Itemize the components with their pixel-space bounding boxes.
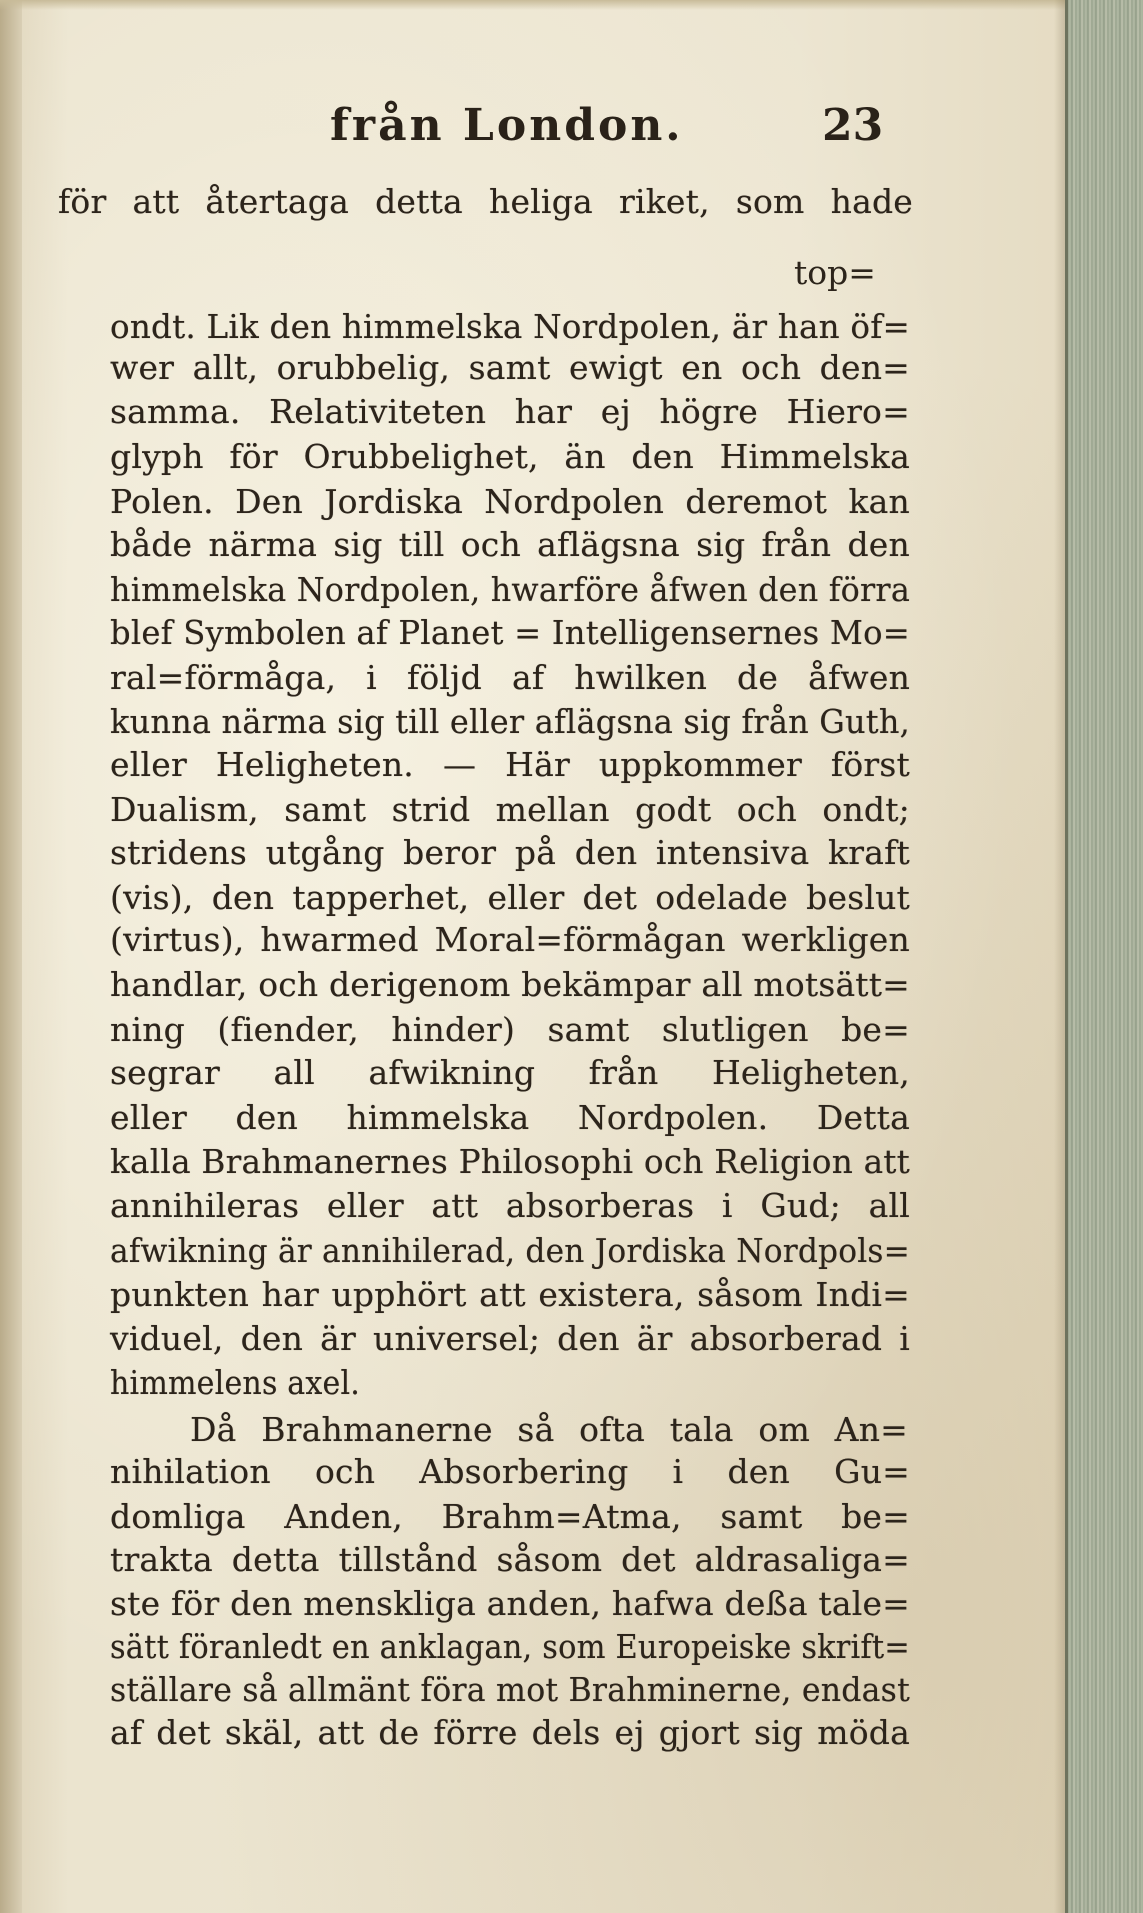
text-line: Då Brahmanerne så ofta tala om An= [190,1410,908,1449]
text-line: stridens utgång beror på den intensiva kraft [110,833,910,872]
text-line: (vis), den tapperhet, eller det odelade beslut [110,878,910,917]
text-line: punkten har upphört att existera, såsom Indi= [110,1275,911,1314]
text-line: annihileras eller att absorberas i Gud; all [110,1186,910,1225]
running-head: från London. [330,100,684,151]
text-line: kunna närma sig till eller aflägsna sig från Guth, [110,702,911,741]
text-line: ställare så allmänt föra mot Brahminerne, endast [110,1670,910,1709]
text-line: eller den himmelska Nordpolen. Detta [110,1098,911,1137]
text-line: eller Heligheten. — Här uppkommer först [110,745,910,784]
text-line: segrar all afwikning från Heligheten, [110,1053,910,1092]
text-line: sätt föranledt en anklagan, som Europeiske skrift= [110,1627,911,1666]
text-line: ste för den menskliga anden, hafwa deßa tale= [110,1584,911,1623]
text-line: glyph för Orubbelighet, än den Himmelska [110,437,910,476]
text-line: domliga Anden, Brahm=Atma, samt be= [110,1497,911,1536]
text-line: af det skäl, att de förre dels ej gjort sig möda [110,1713,910,1752]
page-number: 23 [822,100,884,151]
text-line: både närma sig till och aflägsna sig från den [110,525,910,564]
text-line: handlar, och derigenom bekämpar all motsätt= [110,965,910,1004]
text-line: ral=förmåga, i följd af hwilken de åfwen [110,658,911,697]
text-line: blef Symbolen af Planet = Intelligensernes Mo= [110,613,910,652]
text-line: Polen. Den Jordiska Nordpolen deremot kan [110,482,910,521]
text-line: afwikning är annihilerad, den Jordiska Nordpols= [110,1231,911,1270]
text-line: himmelens axel. [110,1363,361,1402]
fore-edge [1065,0,1143,1913]
gutter-shadow [0,0,22,1913]
text-line: wer allt, orubbelig, samt ewigt en och den= [110,348,911,387]
text-line: (virtus), hwarmed Moral=förmågan werkligen [110,920,910,959]
text-line: himmelska Nordpolen, hwarföre åfwen den förra [110,570,911,609]
text-line: viduel, den är universel; den är absorberad i [110,1319,910,1358]
text-line: ning (fiender, hinder) samt slutligen be= [110,1010,911,1049]
top-edge [0,0,1143,10]
text-line: kalla Brahmanernes Philosophi och Religion att [110,1142,911,1181]
text-line: trakta detta tillstånd såsom det aldrasaliga= [110,1540,911,1579]
page-header [0,100,1068,170]
text-line: ondt. Lik den himmelska Nordpolen, är han öf= [110,307,910,346]
catchword: top= [794,253,876,292]
text-line: samma. Relativiteten har ej högre Hiero= [110,392,910,431]
text-line: Dualism, samt strid mellan godt och ondt; [110,790,911,829]
text-line: nihilation och Absorbering i den Gu= [110,1452,911,1491]
text-line: för att återtaga detta heliga riket, som hade [58,182,914,221]
